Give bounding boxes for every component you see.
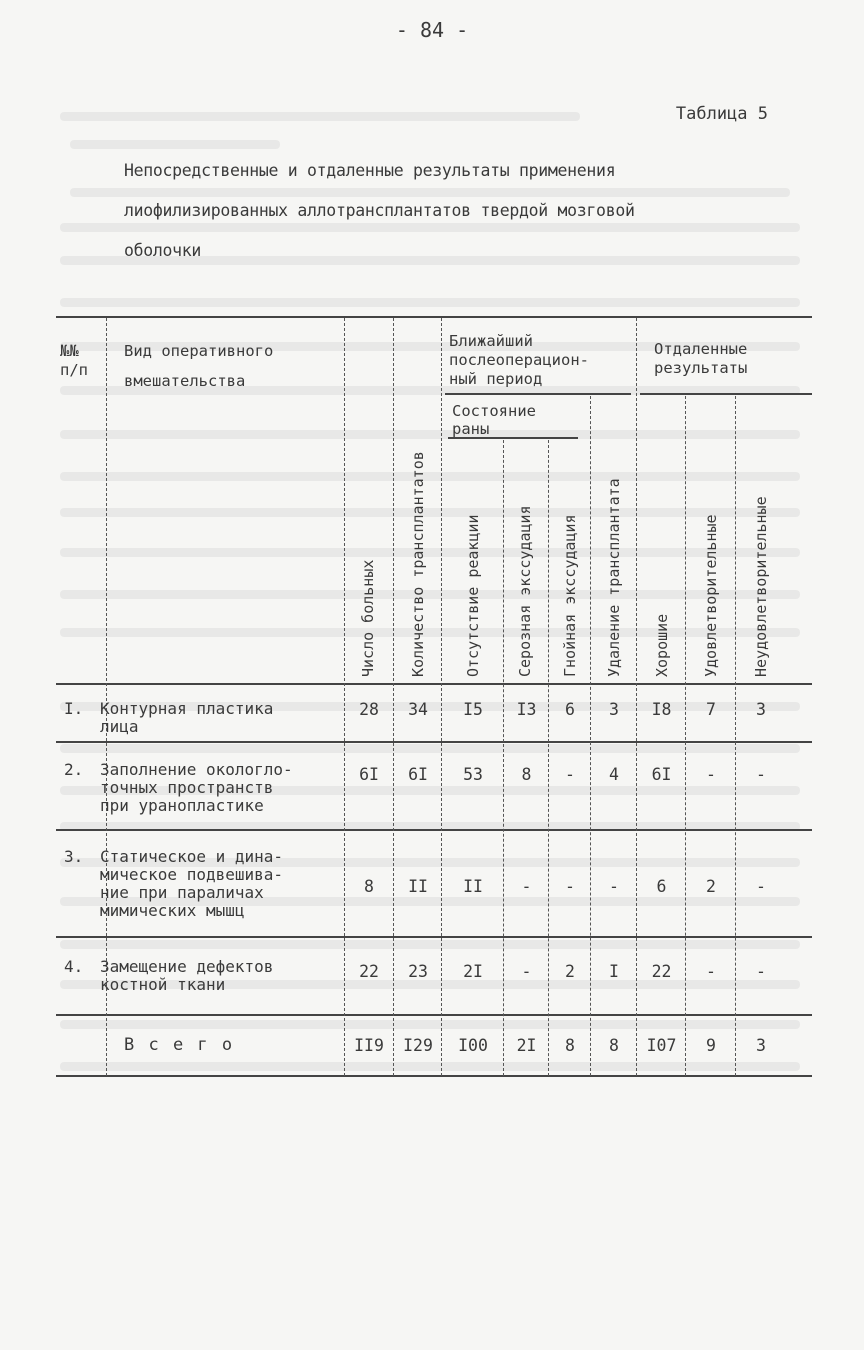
table-title-line-3: оболочки [124, 241, 202, 260]
total-patients: II9 [354, 1036, 384, 1055]
total-label: В с е г о [124, 1035, 235, 1055]
total-purulent: 8 [565, 1036, 575, 1055]
header-patients: Число больных [359, 559, 377, 677]
table-title-line-1: Непосредственные и отдаленные результаты применения [124, 161, 616, 180]
cell-serous: I3 [516, 700, 537, 719]
row-number: I. [64, 699, 84, 718]
cell-purulent: 6 [565, 700, 575, 719]
header-early-line-3: ный период [449, 370, 543, 388]
total-unsatisfactory: 3 [756, 1036, 766, 1055]
table-label: Таблица 5 [675, 104, 768, 124]
total-transplants: I29 [403, 1036, 433, 1055]
header-early-line-2: послеоперацион- [449, 351, 589, 369]
cell-satisfactory: - [706, 765, 716, 784]
header-no-reaction: Отсутствие реакции [464, 514, 482, 677]
header-wound-line-2: раны [452, 420, 490, 438]
header-type-line-1: Вид оперативного [124, 342, 274, 360]
cell-removal: - [609, 877, 619, 896]
row-rule [56, 936, 812, 938]
cell-unsatisfactory: - [756, 877, 766, 896]
cell-no-reaction: 2I [463, 962, 483, 981]
table-top-rule [56, 316, 812, 318]
cell-transplants: 23 [408, 962, 428, 981]
column-separator [685, 396, 686, 1076]
header-num-line-2: п/п [60, 361, 88, 379]
row-number: 3. [64, 847, 84, 866]
cell-removal: I [609, 962, 619, 981]
total-good: I07 [646, 1036, 677, 1055]
cell-good: 6I [651, 765, 672, 784]
row-name-line: точных пространств [100, 778, 274, 797]
cell-patients: 22 [359, 962, 379, 981]
row-rule [56, 1014, 812, 1016]
cell-removal: 3 [609, 700, 619, 719]
cell-unsatisfactory: - [756, 962, 766, 981]
row-name-line: при уранопластике [100, 796, 264, 815]
cell-removal: 4 [609, 765, 619, 784]
cell-no-reaction: II [463, 877, 483, 896]
row-name-line: лица [100, 717, 139, 736]
row-rule [56, 741, 812, 743]
row-name-line: Статическое и дина- [100, 847, 284, 866]
header-late-line-1: Отдаленные [654, 340, 748, 358]
row-rule [56, 829, 812, 831]
row-name-line: мическое подвешива- [100, 865, 284, 884]
cell-serous: - [521, 962, 532, 981]
cell-transplants: II [408, 877, 428, 896]
cell-good: 6 [656, 877, 667, 896]
cell-good: 22 [651, 962, 672, 981]
early-group-rule [445, 393, 631, 395]
cell-no-reaction: 53 [463, 765, 483, 784]
cell-satisfactory: 2 [706, 877, 716, 896]
header-transplants: Количество трансплантатов [409, 451, 427, 677]
cell-patients: 8 [364, 877, 374, 896]
cell-serous: - [521, 877, 532, 896]
cell-transplants: 34 [408, 700, 428, 719]
cell-unsatisfactory: - [756, 765, 766, 784]
header-unsatisfactory: Неудовлетворительные [752, 496, 770, 677]
column-separator [441, 318, 442, 1076]
row-number: 2. [64, 760, 84, 779]
header-wound-line-1: Состояние [452, 402, 536, 420]
cell-patients: 6I [359, 765, 379, 784]
cell-purulent: 2 [565, 962, 575, 981]
column-separator [590, 396, 591, 1076]
column-separator [344, 318, 345, 1076]
header-num-line-1: №№ [60, 342, 79, 360]
header-satisfactory: Удовлетворительные [702, 514, 720, 677]
late-group-rule [640, 393, 812, 395]
header-good: Хорошие [653, 613, 671, 677]
cell-purulent: - [565, 877, 575, 896]
row-name-line: костной ткани [100, 975, 226, 994]
cell-good: I8 [651, 700, 672, 719]
table-bottom-rule [56, 1075, 812, 1077]
cell-serous: 8 [521, 765, 532, 784]
header-type-line-2: вмешательства [124, 372, 246, 390]
column-separator [636, 318, 637, 1076]
header-purulent: Гнойная экссудация [561, 514, 579, 677]
cell-transplants: 6I [408, 765, 428, 784]
column-separator [548, 440, 549, 1076]
total-satisfactory: 9 [706, 1036, 716, 1055]
column-separator [503, 440, 504, 1076]
total-removal: 8 [609, 1036, 619, 1055]
cell-no-reaction: I5 [463, 700, 483, 719]
row-number: 4. [64, 957, 84, 976]
cell-patients: 28 [359, 700, 379, 719]
header-late-line-2: результаты [654, 359, 748, 377]
header-removal: Удаление трансплантата [605, 478, 623, 677]
column-separator [735, 396, 736, 1076]
header-bottom-rule [56, 683, 812, 685]
page-number: - 84 - [395, 18, 469, 42]
table-title-line-2: лиофилизированных аллотрансплантатов твердой мозговой [124, 201, 635, 220]
column-separator [393, 318, 394, 1076]
header-serous: Серозная экссудация [516, 505, 534, 677]
cell-satisfactory: 7 [706, 700, 716, 719]
row-name-line: Заполнение окологло- [100, 760, 293, 779]
row-name-line: мимических мышц [100, 901, 245, 920]
row-name-line: ние при параличах [100, 883, 264, 902]
cell-purulent: - [565, 765, 575, 784]
cell-unsatisfactory: 3 [756, 700, 766, 719]
row-name-line: Контурная пластика [100, 699, 274, 718]
total-no-reaction: I00 [458, 1036, 488, 1055]
total-serous: 2I [516, 1036, 537, 1055]
header-early-line-1: Ближайший [449, 332, 533, 350]
row-name-line: Замещение дефектов [100, 957, 274, 976]
cell-satisfactory: - [706, 962, 716, 981]
